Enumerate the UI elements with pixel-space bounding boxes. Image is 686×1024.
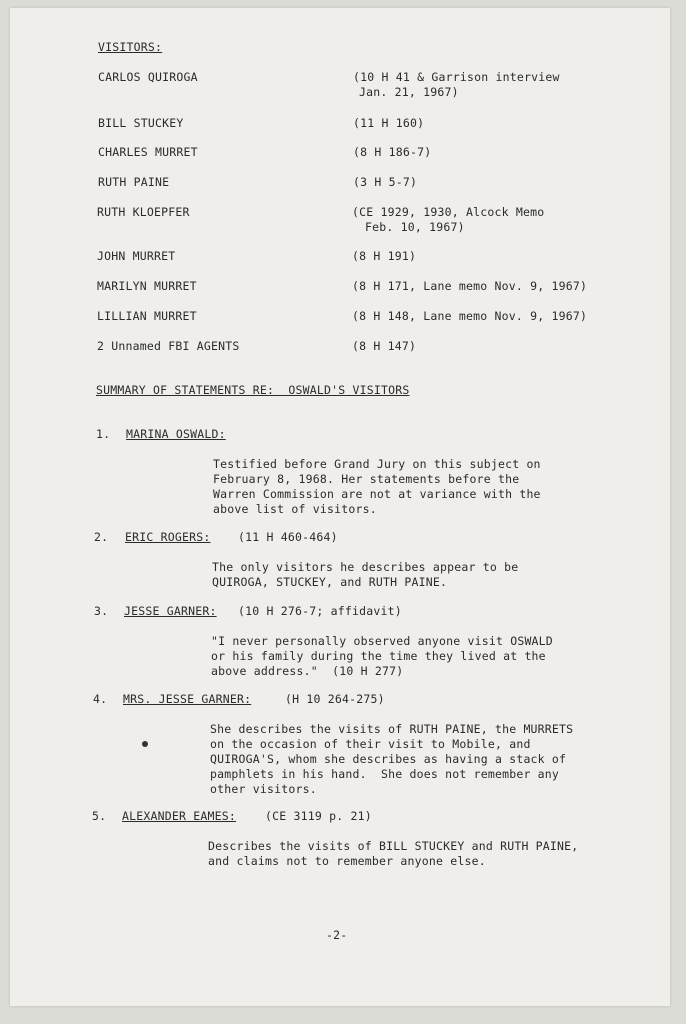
statement-number: 1. (96, 427, 111, 441)
statement-ref: (CE 3119 p. 21) (265, 809, 372, 823)
statement-line: above address." (10 H 277) (211, 664, 404, 678)
statement-line: "I never personally observed anyone visit OSWALD (211, 634, 553, 648)
statement-ref: (10 H 276-7; affidavit) (238, 604, 402, 618)
statement-line: Testified before Grand Jury on this subject on (213, 457, 541, 471)
visitor-ref: (11 H 160) (353, 116, 425, 130)
statement-name: MRS. JESSE GARNER: (123, 692, 252, 706)
page-number: -2- (326, 928, 348, 942)
statement-number: 3. (94, 604, 109, 618)
visitor-ref-cont: Jan. 21, 1967) (359, 85, 459, 99)
visitor-ref-cont: Feb. 10, 1967) (365, 220, 465, 234)
summary-heading: SUMMARY OF STATEMENTS RE: OSWALD'S VISITORS (96, 383, 410, 397)
visitor-ref: (8 H 191) (352, 249, 417, 263)
visitor-ref: (CE 1929, 1930, Alcock Memo (352, 205, 545, 219)
statement-line: other visitors. (210, 782, 317, 796)
statement-line: February 8, 1968. Her statements before the (213, 472, 520, 486)
visitors-heading: VISITORS: (98, 40, 163, 54)
statement-name: MARINA OSWALD: (126, 427, 226, 441)
visitor-name: BILL STUCKEY (98, 116, 184, 130)
visitor-ref: (8 H 147) (352, 339, 417, 353)
statement-line: on the occasion of their visit to Mobile, and (210, 737, 531, 751)
visitor-name: JOHN MURRET (97, 249, 176, 263)
statement-line: and claims not to remember anyone else. (208, 854, 486, 868)
visitor-ref: (8 H 186-7) (353, 145, 432, 159)
visitor-name: CARLOS QUIROGA (98, 70, 198, 84)
statement-line: The only visitors he describes appear to be (212, 560, 519, 574)
statement-ref: (11 H 460-464) (238, 530, 338, 544)
statement-name: ALEXANDER EAMES: (122, 809, 236, 823)
visitor-ref: (10 H 41 & Garrison interview (353, 70, 560, 84)
statement-line: Warren Commission are not at variance with the (213, 487, 541, 501)
statement-line: or his family during the time they lived at the (211, 649, 546, 663)
statement-line: QUIROGA'S, whom she describes as having a stack of (210, 752, 567, 766)
statement-line: above list of visitors. (213, 502, 377, 516)
statement-line: Describes the visits of BILL STUCKEY and RUTH PAINE, (208, 839, 579, 853)
visitor-name: LILLIAN MURRET (97, 309, 197, 323)
ink-dot-mark (142, 741, 148, 747)
visitor-name: RUTH KLOEPFER (97, 205, 190, 219)
visitor-name: RUTH PAINE (98, 175, 170, 189)
statement-ref: (H 10 264-275) (285, 692, 385, 706)
visitor-name: 2 Unnamed FBI AGENTS (97, 339, 240, 353)
statement-number: 4. (93, 692, 108, 706)
statement-name: JESSE GARNER: (124, 604, 217, 618)
statement-line: She describes the visits of RUTH PAINE, the MURRETS (210, 722, 574, 736)
statement-line: QUIROGA, STUCKEY, and RUTH PAINE. (212, 575, 448, 589)
statement-number: 2. (94, 530, 109, 544)
visitor-name: CHARLES MURRET (98, 145, 198, 159)
visitor-ref: (8 H 171, Lane memo Nov. 9, 1967) (352, 279, 588, 293)
visitor-ref: (8 H 148, Lane memo Nov. 9, 1967) (352, 309, 588, 323)
visitor-name: MARILYN MURRET (97, 279, 197, 293)
statement-number: 5. (92, 809, 107, 823)
statement-name: ERIC ROGERS: (125, 530, 211, 544)
visitor-ref: (3 H 5-7) (353, 175, 418, 189)
statement-line: pamphlets in his hand. She does not remember any (210, 767, 560, 781)
